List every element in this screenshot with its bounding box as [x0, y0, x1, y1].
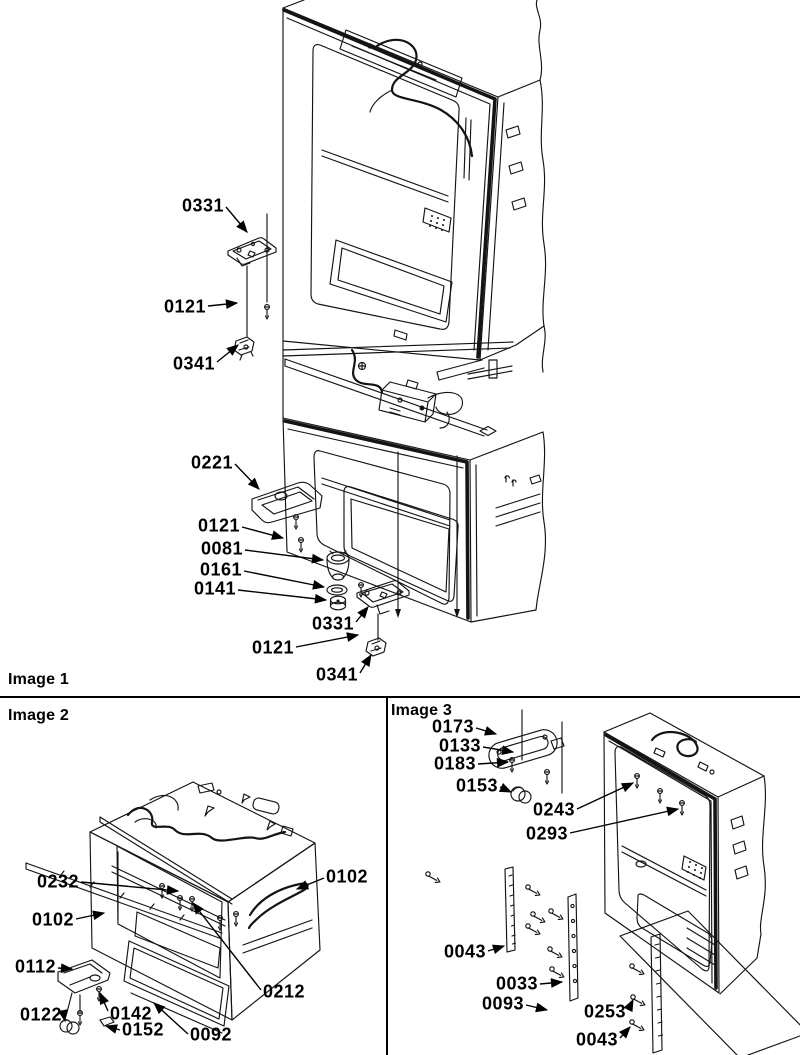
callout-image3-0033: 0033	[495, 973, 538, 994]
callout-image3-0243: 0243	[532, 799, 575, 820]
leader-line-image3-0253	[628, 1000, 633, 1010]
callout-image1-0341: 0341	[315, 664, 358, 685]
callout-image3-0133: 0133	[438, 735, 481, 756]
panel-divider-vertical	[386, 697, 388, 1055]
callout-image2-0212: 0212	[263, 981, 306, 1002]
leader-line-image2-0212	[193, 903, 261, 990]
leader-line-image1-0121	[208, 303, 237, 306]
callout-image1-0331: 0331	[181, 195, 224, 216]
leader-line-image3-0183	[478, 762, 508, 764]
callout-image3-0253: 0253	[583, 1001, 626, 1022]
leader-line-image2-0142	[100, 993, 108, 1011]
leader-line-image2-0102	[297, 878, 324, 889]
leader-line-image3-0093	[526, 1005, 547, 1010]
callout-image1-0121: 0121	[163, 296, 206, 317]
leader-line-image3-0043	[488, 946, 504, 951]
panel-divider-horizontal	[0, 696, 800, 698]
callout-image1-0121: 0121	[251, 637, 294, 658]
callout-image3-0173: 0173	[431, 716, 474, 737]
panel-label-image2: Image 2	[8, 707, 69, 724]
leader-line-image1-0341	[360, 655, 371, 673]
callout-image1-0161: 0161	[199, 559, 242, 580]
leader-line-image3-0153	[500, 787, 511, 792]
leader-line-image3-0033	[540, 982, 562, 984]
callout-image1-0331: 0331	[311, 613, 354, 634]
callout-image1-0141: 0141	[193, 578, 236, 599]
leader-line-image3-0173	[476, 728, 496, 734]
callout-image3-0153: 0153	[455, 775, 498, 796]
leader-line-image2-0232	[81, 882, 178, 891]
leader-line-image1-0221	[235, 464, 259, 489]
callout-image3-0093: 0093	[481, 993, 524, 1014]
callout-image2-0102: 0102	[326, 866, 369, 887]
leader-line-image1-0121	[242, 527, 283, 538]
leader-line-image3-0043	[620, 1027, 630, 1038]
leader-line-image2-0102	[76, 913, 104, 919]
leader-line-image1-0081	[245, 550, 323, 560]
callout-image2-0152: 0152	[122, 1019, 165, 1040]
callout-image2-0122: 0122	[19, 1004, 62, 1025]
callout-image2-0102: 0102	[31, 909, 74, 930]
callout-image1-0121: 0121	[197, 515, 240, 536]
callout-image2-0142: 0142	[110, 1003, 153, 1024]
leader-line-image1-0331	[226, 207, 247, 232]
callout-image3-0183: 0183	[433, 753, 476, 774]
callout-image1-0221: 0221	[190, 452, 233, 473]
callout-image2-0092: 0092	[190, 1024, 233, 1045]
leader-line-image1-0331	[356, 607, 368, 622]
callout-image2-0112: 0112	[14, 956, 56, 977]
callout-image3-0043: 0043	[443, 941, 486, 962]
callout-image2-0232: 0232	[36, 871, 79, 892]
panel-label-image1: Image 1	[8, 671, 69, 688]
leader-line-image2-0122	[64, 1016, 65, 1021]
callout-image1-0341: 0341	[172, 353, 215, 374]
leader-line-image1-0121	[296, 635, 358, 647]
leader-line-image1-0141	[238, 590, 326, 600]
leader-line-image3-0293	[570, 809, 678, 833]
leader-line-image3-0133	[483, 747, 513, 752]
leader-line-image1-0341	[217, 345, 238, 362]
panel-label-image3: Image 3	[391, 702, 452, 719]
leader-line-image1-0161	[244, 571, 324, 587]
leader-line-image2-0112	[58, 968, 72, 969]
leader-line-image2-0152	[106, 1026, 120, 1030]
callout-image1-0081: 0081	[200, 538, 243, 559]
callout-image3-0293: 0293	[525, 823, 568, 844]
callout-image3-0043: 0043	[575, 1029, 618, 1050]
leader-line-image3-0243	[577, 783, 633, 809]
